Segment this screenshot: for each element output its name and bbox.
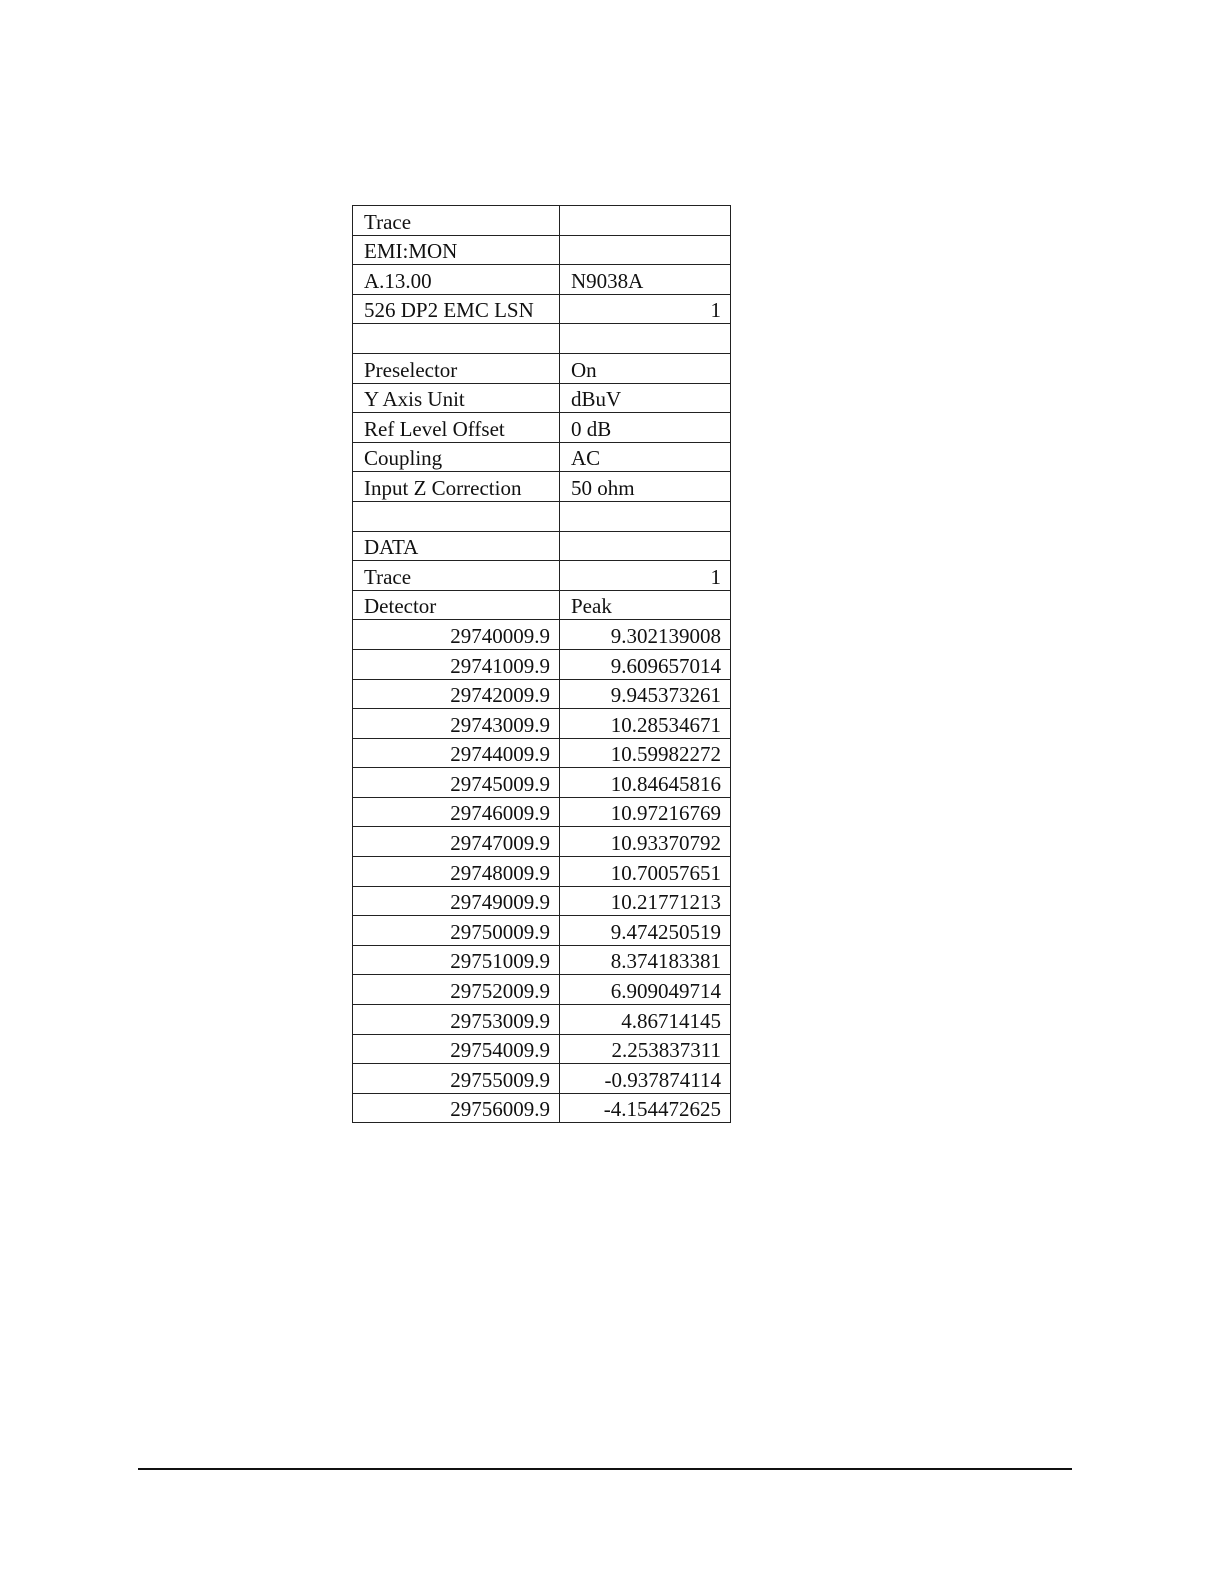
frequency-cell: 29744009.9 [353,738,560,768]
label-cell: DATA [353,531,560,561]
frequency-cell: 29747009.9 [353,827,560,857]
data-row [353,857,731,887]
frequency-cell: 29742009.9 [353,679,560,709]
table-row [353,561,731,591]
value-cell: 50 ohm [560,472,731,502]
label-cell: 526 DP2 EMC LSN [353,294,560,324]
value-cell: On [560,353,731,383]
frequency-cell: 29756009.9 [353,1093,560,1123]
data-row [353,886,731,916]
footer-divider [138,1468,1072,1470]
amplitude-cell: 10.93370792 [560,827,731,857]
amplitude-cell: 9.609657014 [560,649,731,679]
data-row [353,1005,731,1035]
table-row [353,353,731,383]
amplitude-cell: 10.70057651 [560,857,731,887]
amplitude-cell: 10.97216769 [560,797,731,827]
table-row [353,590,731,620]
trace-data-table [352,205,731,1123]
frequency-cell: 29755009.9 [353,1064,560,1094]
value-cell: 0 dB [560,413,731,443]
table-row [353,206,731,236]
data-row [353,1064,731,1094]
table-row [353,501,731,531]
label-cell: Trace [353,561,560,591]
frequency-cell: 29741009.9 [353,649,560,679]
data-row [353,738,731,768]
label-cell: EMI:MON [353,235,560,265]
label-cell: Coupling [353,442,560,472]
frequency-cell: 29752009.9 [353,975,560,1005]
table-row [353,531,731,561]
table-row [353,235,731,265]
label-cell [353,324,560,354]
table-row [353,442,731,472]
amplitude-cell: 10.59982272 [560,738,731,768]
label-cell: A.13.00 [353,265,560,295]
frequency-cell: 29754009.9 [353,1034,560,1064]
value-cell [560,235,731,265]
value-cell: 1 [560,561,731,591]
value-cell: dBuV [560,383,731,413]
frequency-cell: 29751009.9 [353,945,560,975]
frequency-cell: 29750009.9 [353,916,560,946]
value-cell: 1 [560,294,731,324]
value-cell: AC [560,442,731,472]
value-cell: N9038A [560,265,731,295]
frequency-cell: 29753009.9 [353,1005,560,1035]
table-row [353,413,731,443]
amplitude-cell: 2.253837311 [560,1034,731,1064]
data-row [353,679,731,709]
label-cell [353,501,560,531]
table-row [353,324,731,354]
amplitude-cell: 10.21771213 [560,886,731,916]
value-cell [560,206,731,236]
amplitude-cell: 6.909049714 [560,975,731,1005]
amplitude-cell: -4.154472625 [560,1093,731,1123]
data-row [353,827,731,857]
label-cell: Preselector [353,353,560,383]
data-row [353,768,731,798]
data-row [353,620,731,650]
frequency-cell: 29749009.9 [353,886,560,916]
data-row [353,1093,731,1123]
frequency-cell: 29748009.9 [353,857,560,887]
table-row [353,294,731,324]
data-row [353,797,731,827]
label-cell: Input Z Correction [353,472,560,502]
frequency-cell: 29740009.9 [353,620,560,650]
label-cell: Ref Level Offset [353,413,560,443]
amplitude-cell: 9.474250519 [560,916,731,946]
amplitude-cell: 10.84645816 [560,768,731,798]
label-cell: Trace [353,206,560,236]
frequency-cell: 29746009.9 [353,797,560,827]
data-row [353,975,731,1005]
value-cell: Peak [560,590,731,620]
amplitude-cell: 9.945373261 [560,679,731,709]
data-row [353,945,731,975]
data-row [353,1034,731,1064]
frequency-cell: 29745009.9 [353,768,560,798]
amplitude-cell: 8.374183381 [560,945,731,975]
amplitude-cell: 4.86714145 [560,1005,731,1035]
trace-table-body [353,206,731,1123]
value-cell [560,324,731,354]
value-cell [560,501,731,531]
label-cell: Y Axis Unit [353,383,560,413]
data-row [353,916,731,946]
frequency-cell: 29743009.9 [353,709,560,739]
table-row [353,383,731,413]
data-row [353,649,731,679]
value-cell [560,531,731,561]
label-cell: Detector [353,590,560,620]
table-row [353,472,731,502]
amplitude-cell: -0.937874114 [560,1064,731,1094]
table-row [353,265,731,295]
data-row [353,709,731,739]
amplitude-cell: 10.28534671 [560,709,731,739]
amplitude-cell: 9.302139008 [560,620,731,650]
